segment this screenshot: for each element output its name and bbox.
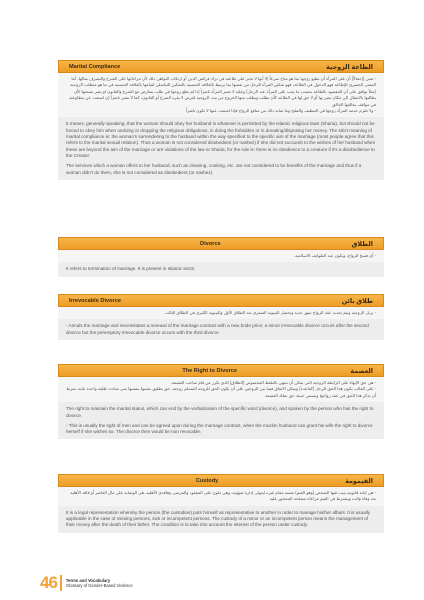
english-paragraph: It refers to termination of marriage. It is present in Islamic sects. xyxy=(66,266,196,272)
glossary-entry-divorce xyxy=(58,237,384,277)
term-english: Divorce xyxy=(200,240,221,247)
term-english: Custody xyxy=(195,477,219,484)
english-definition xyxy=(58,319,384,340)
glossary-entry-irrevocable-divorce xyxy=(58,294,384,340)
english-paragraph: It means, generally speaking, that the woman should obey her husband in whatever is permitted by the Islamic religious laws (Sharia), but should not be forced to obey him when undoing or dropping the religious obligations, in doing the forbidden or in donating/disposing her money. The strict meaning of marital compliance is: the woman's surrendering to the husband within the way specified to the specific aim of the marriage (most people agree that this refers to the marital sexual relation). Thus a woman is not considered disobedient (or nashez) if she did not succumb to the wishes of her husband when these are beyond the aim of the marriage or are violations of the law or Sharia; for the rule is: there is no obedience to a creature if it's a disobedience to the Creator. xyxy=(66,121,376,158)
english-paragraph: It is a legal representation whereby the person (the custodian) puts himself as representative to another in order to manage his/her affairs. It is usually applicable in the case of missing persons, sick or incompetent persons. The custody of a minor or an incompetent person means the management of their money after the death of their father. The condition is to take into account the interest of the person under custody. xyxy=(66,509,371,528)
glossary-entry-right-to-divorce xyxy=(58,364,384,439)
term-english: The Right to Divorce xyxy=(182,367,238,374)
term-arabic: الطاعة الزوجية xyxy=(326,63,373,71)
arabic-definition xyxy=(58,487,384,506)
entry-header xyxy=(58,237,384,250)
arabic-definition xyxy=(58,377,384,402)
arabic-definition xyxy=(58,73,384,117)
arabic-paragraph: - على الغالب يكون هذا الحق للرجل (كقاعدة) ويمكن الاتفاق فيما بين الزوجين على أن يكون الحق للزوجة المسلم زوجته، حق تطليق نفسها بنفسها متى شاءت طلقة واحدة بائنة، شرط أن يذكر هذا الحق في عقد زواجها وبسمي حينئذ حق تملك العصمة xyxy=(66,386,376,398)
arabic-definition xyxy=(58,250,384,262)
term-english: Irrevocable Divorce xyxy=(69,297,121,304)
arabic-paragraph: - هي إنابة قانونية ينيب فيها الشخص (وهو القيم) نفسه مقام غيره ليتولى إدارة شؤونه، وهي تكون على المفقود والمرضى وفاقدي الأهلية، هي الوصاية على مال القاصر أو فاقد الأهلية بعد وفاة والده ويشترط في القيم مراعاة مصلحة المحجور عليه xyxy=(70,490,376,502)
glossary-entry-marital-compliance xyxy=(58,60,384,180)
footer-publication-title: Glossary of Gender-Based Violence xyxy=(65,583,133,588)
arabic-paragraph: - ولا تلتزم خدمة المرأة زوجها في التنظيف والطبخ وما شابه ذلك من منافع الزواج فإذا امتنعت عنها لا تكون ناشزاً xyxy=(185,108,376,114)
term-arabic: العصمة xyxy=(350,367,373,375)
term-english: Marital Compliance xyxy=(69,63,121,70)
glossary-entry-custody xyxy=(58,474,384,533)
entry-header xyxy=(58,294,384,307)
page-number: 46 xyxy=(40,573,57,592)
arabic-paragraph: - هي حق الإنهاء على الرابطة الزوجية التي يمكن أن تنتهي بالتلفظ المخصوص (الطلاق) الذي يكرر من قام صاحب العصمة. xyxy=(170,380,376,385)
entry-header xyxy=(58,60,384,73)
english-paragraph: - This is usually the right of men and can be agreed upon during the marriage contract, when the muslim husband can grant his wife the right to divorce herself if she wishes so. The divorce then would be non revocable. xyxy=(66,422,373,435)
term-arabic: الطلاق xyxy=(351,240,373,248)
footer-text xyxy=(66,578,133,588)
entry-header xyxy=(58,364,384,377)
arabic-paragraph: - أن فسخ الزواج، ويكون عند الطوائف الاسلامية. xyxy=(293,253,376,258)
footer-divider xyxy=(60,575,62,591)
arabic-paragraph: - تعني (إجمالاً) أن على المرأة أن تطيع زوجها بما هو مباح شرعاً إلا أنها لا تجبر على طاعته في ترك فرائض الدين أو ارتكاب النواهي ذلك لأن مراعاتها على الشرع والتصرف بمالها، أما المعنى الحصري للإطاعة فهو الدخول في الطاعة، فهو تمكين المرأة للرجل من نفسها بما يرتبط بالعلاقة الجنسية بالتمكين التناسلي لقيامها بالعلاقة الجنسية في ما هو متطلب الزوجية (مثلاً توافق على أن المقصود بالطاعة بحسب ما يجب على المرأة عند الرجل) وعليه لا تعتبر المرأة ناشزاً إذا لم تطع زوجها في طلب يتعارض مع الشرع والقانون او يضر بصحتها كأن يطالبها بالانتقال الى مكان يضر بها أو لا حق لها في الطاعة كأن تطلب ويطلب منها الخروج من بيت الزوجية لغرض لا يقره الشرع أو القانون، كما لا تعتبر ناشزاً إن امتنعت عن مطاوعته في مواقف يخالفها الخالق xyxy=(69,76,376,107)
english-definition xyxy=(58,117,384,179)
arabic-definition xyxy=(58,307,384,319)
term-arabic: القيمومة xyxy=(345,477,373,485)
english-paragraph: The services which a woman offers to her husband, such as cleaning, cooking, etc. are not considered to be benefits of the marriage and thus if a woman didn't do them, she is not considered as disobedient (or nashez). xyxy=(66,163,362,175)
english-paragraph: The right to maintain the marital status, which can end by the verbalization of the specific word (divorce), and spoken by the person who has the right to divorce. xyxy=(66,406,374,418)
term-arabic: طلاق بائن xyxy=(341,297,373,305)
page-footer xyxy=(40,573,133,593)
english-definition xyxy=(58,262,384,276)
english-definition xyxy=(58,506,384,533)
english-paragraph: - Annuls the marriage and necessitates a renewal of the marriage contract with a new bride price; a minor irrevocable divorce occurs after the second divorce but the peremptory irrevocable divorce occurs with the third divorce xyxy=(66,323,369,335)
arabic-paragraph: - يزيل الزوجية ويتم تجديد عقد الزواج بمهر جديد وتحصل البينونة الصغرى بعد الطلاق الأول والبينونة الكبرى في الطلاق الثالث xyxy=(165,310,376,315)
footer-section-title: Terms and Vocabulary xyxy=(65,578,111,583)
english-definition xyxy=(58,402,384,439)
entry-header xyxy=(58,474,384,487)
